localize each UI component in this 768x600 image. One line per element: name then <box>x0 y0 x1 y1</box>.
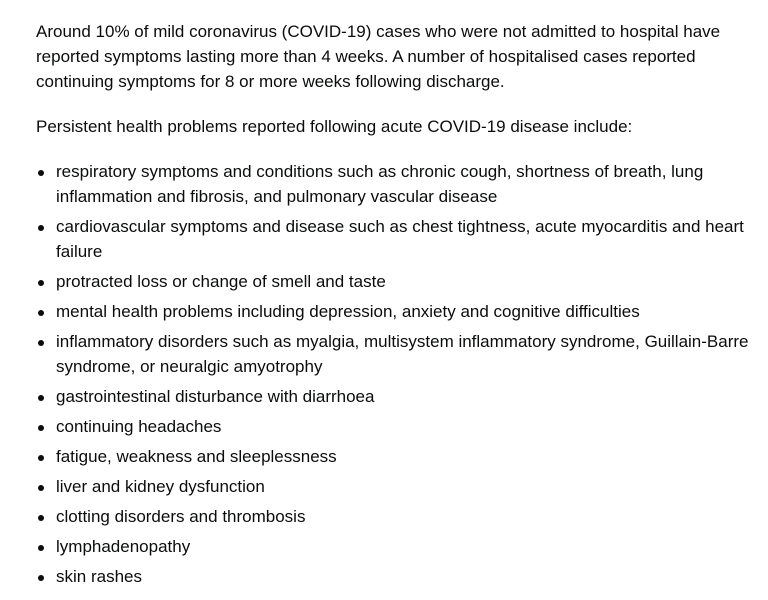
bullet-icon <box>38 515 44 521</box>
list-item-text: protracted loss or change of smell and taste <box>56 272 386 291</box>
list-item <box>36 534 758 559</box>
list-item <box>36 444 758 469</box>
list-item <box>36 159 758 209</box>
list-item <box>36 474 758 499</box>
list-item-text: clotting disorders and thrombosis <box>56 507 306 526</box>
bullet-icon <box>38 225 44 231</box>
list-item-text: mental health problems including depression, anxiety and cognitive difficulties <box>56 302 640 321</box>
bullet-icon <box>38 170 44 176</box>
bullet-icon <box>38 310 44 316</box>
list-item <box>36 384 758 409</box>
list-item <box>36 269 758 294</box>
bullet-icon <box>38 485 44 491</box>
list-item-text: inflammatory disorders such as myalgia, multisystem inflammatory syndrome, Guillain-Barre syndrome, or neuralgic amyotrophy <box>56 332 749 376</box>
list-item-text: gastrointestinal disturbance with diarrhoea <box>56 387 375 406</box>
list-item <box>36 414 758 439</box>
list-item <box>36 299 758 324</box>
list-item-text: lymphadenopathy <box>56 537 191 556</box>
list-item <box>36 504 758 529</box>
bullet-icon <box>38 395 44 401</box>
list-item-text: continuing headaches <box>56 417 222 436</box>
list-item-text: respiratory symptoms and conditions such as chronic cough, shortness of breath, lung inflammation and fibrosis, and pulmonary vascular disease <box>56 162 704 206</box>
bullet-icon <box>38 280 44 286</box>
list-item-text: cardiovascular symptoms and disease such as chest tightness, acute myocarditis and heart failure <box>56 217 744 261</box>
list-item <box>36 329 758 379</box>
list-item-text: skin rashes <box>56 567 142 586</box>
list-item <box>36 564 758 589</box>
list-item-text: liver and kidney dysfunction <box>56 477 265 496</box>
list-item <box>36 214 758 264</box>
bullet-icon <box>38 340 44 346</box>
list-item-text: fatigue, weakness and sleeplessness <box>56 447 337 466</box>
bullet-icon <box>38 575 44 581</box>
bullet-icon <box>38 545 44 551</box>
health-problems-list <box>36 159 758 589</box>
bullet-icon <box>38 425 44 431</box>
intro-paragraph: Around 10% of mild coronavirus (COVID-19) cases who were not admitted to hospital have reported symptoms lasting more than 4 weeks. A number of hospitalised cases reported continuing symptoms for 8 or more weeks following discharge. <box>36 22 721 91</box>
article-body <box>36 19 758 594</box>
bullet-icon <box>38 455 44 461</box>
list-lead-paragraph: Persistent health problems reported following acute COVID-19 disease include: <box>36 117 633 136</box>
